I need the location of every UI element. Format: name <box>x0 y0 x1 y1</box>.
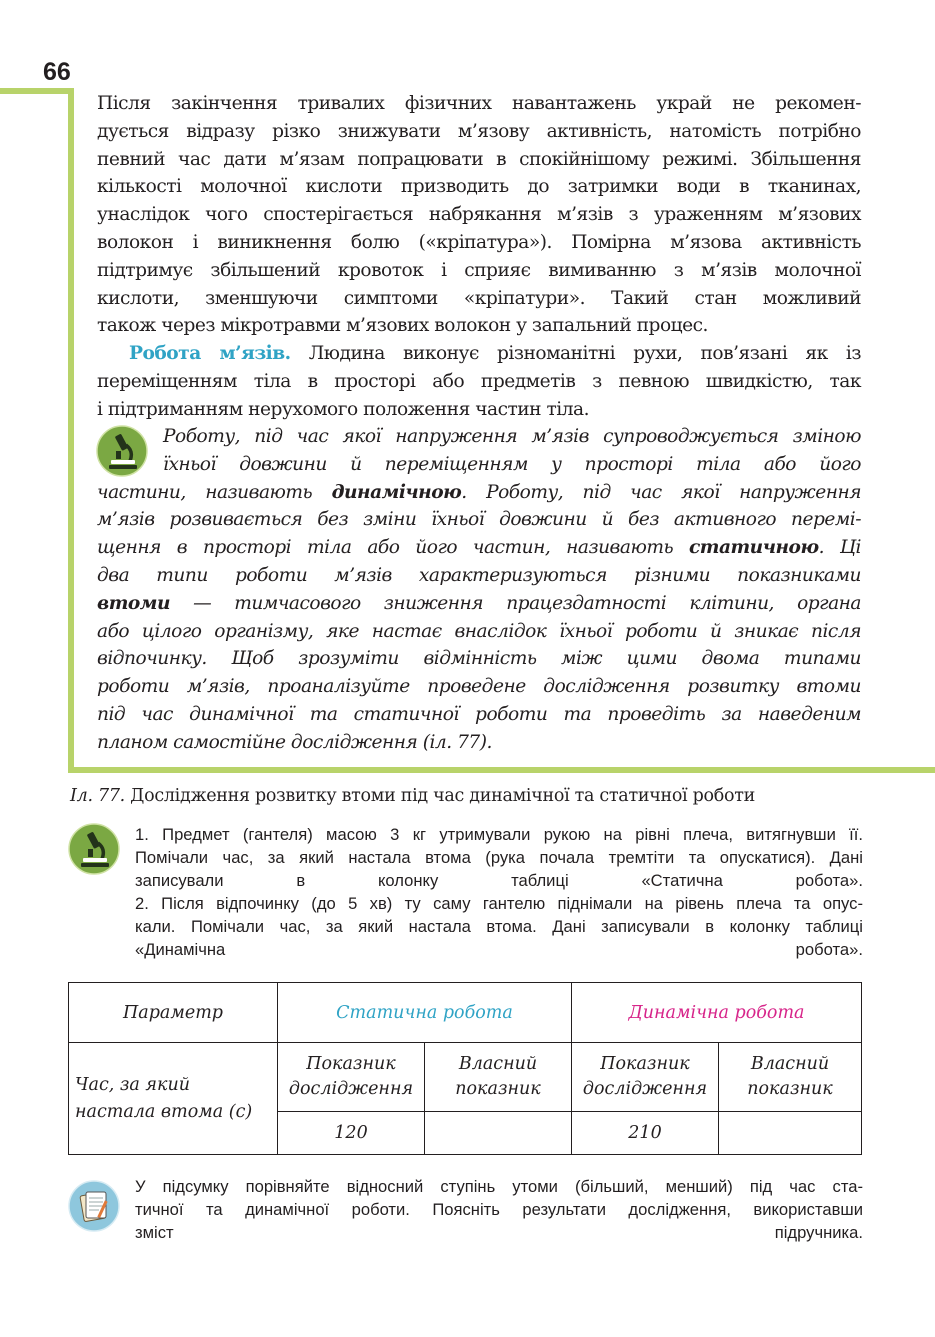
experiment-line: кали. Помічали час, за який настала втома. Дані записували в колонку таблиці <box>135 917 863 936</box>
subheader-cell <box>278 1043 425 1112</box>
intro-line: кислоти, зменшуючи симптоми «кріпатури». Такий стан можливий <box>97 287 861 309</box>
work-term: Робота м’язів. <box>129 343 291 364</box>
frame-bottom-rule <box>68 767 935 773</box>
subheader-cell <box>719 1043 862 1112</box>
dynamic-own-value[interactable] <box>719 1112 862 1155</box>
term-dynamic: динамічною <box>331 481 462 503</box>
definition-line: їхньої довжини й переміщенням у просторі тіла або його <box>163 453 861 475</box>
definition-line <box>97 534 861 562</box>
definition-line: два типи роботи м’язів характеризуються різними показниками <box>97 564 861 586</box>
summary-line: зміст підручника. <box>135 1223 863 1242</box>
summary-line: У підсумку порівняйте відносний ступінь утоми (більший, менший) під час ста- <box>135 1177 863 1196</box>
intro-line: підтримує збільшений кровоток і сприяє вимиванню з м’язів молочної <box>97 259 861 281</box>
intro-line: кількості молочної кислоти призводить до затримки води в тканинах, <box>97 176 861 198</box>
subheader-text: дослідження <box>288 1079 414 1099</box>
definition-text: — тимчасового зниження працездатності клітини, органа <box>169 592 861 614</box>
work-line <box>97 340 861 368</box>
subheader-text: Власний <box>458 1054 538 1074</box>
work-line: і підтриманням нерухомого положення частин тіла. <box>97 398 590 420</box>
notebook-icon <box>68 1180 120 1236</box>
intro-line: унаслідок чого спостерігається набрякання м’язів з ураженням м’язових <box>97 204 861 226</box>
subheader-text: Власний <box>750 1054 830 1074</box>
table-header-row <box>69 983 862 1043</box>
header-dynamic-work: Динамічна робота <box>572 983 862 1043</box>
subheader-text: Показник <box>306 1054 396 1074</box>
subheader-text: показник <box>747 1079 833 1099</box>
definition-line <box>97 590 861 618</box>
intro-line: волокон і виникнення болю («кріпатура»). Помірна м’язова активність <box>97 231 861 253</box>
intro-line: також через мікротравми м’язових волокон у запальний процес. <box>97 315 708 337</box>
definition-line <box>97 479 861 507</box>
static-study-value: 120 <box>278 1112 425 1155</box>
work-line-text: Людина виконує різноманітні рухи, пов’язані як із <box>290 343 861 364</box>
definition-line: відпочинку. Щоб зрозуміти відмінність між цими двома типами <box>97 648 861 670</box>
summary-line: тичної та динамічної роботи. Поясніть результати дослідження, використавши <box>135 1200 863 1219</box>
results-table <box>68 982 862 1155</box>
page-number: 66 <box>43 58 71 86</box>
header-parameter: Параметр <box>69 983 278 1043</box>
definition-line: під час динамічної та статичної роботи та проведіть за наведеним <box>97 703 861 725</box>
work-paragraph <box>97 340 861 423</box>
definition-line: або цілого організму, яке настає внаслідок їхньої роботи й зникає після <box>97 620 861 642</box>
static-own-value[interactable] <box>425 1112 572 1155</box>
subheader-cell <box>425 1043 572 1112</box>
subheader-text: дослідження <box>582 1079 708 1099</box>
definition-line: планом самостійне дослідження (іл. 77). <box>97 731 492 753</box>
definition-text: . Роботу, під час якої напруження <box>461 481 862 503</box>
frame-left-rule <box>68 88 74 771</box>
subheader-cell <box>572 1043 719 1112</box>
header-static-work: Статична робота <box>278 983 572 1043</box>
figure-caption <box>70 784 870 808</box>
intro-line: Після закінчення тривалих фізичних навантажень украй не рекомен- <box>97 93 861 114</box>
definition-text: щення в просторі тіла або його частин, називають <box>97 537 689 559</box>
table-row <box>69 1043 862 1112</box>
subheader-text: показник <box>455 1079 541 1099</box>
term-static: статичною <box>688 537 819 559</box>
row-label-line: настала втома (с) <box>75 1101 253 1122</box>
experiment-line: 1. Предмет (гантеля) масою 3 кг утримували рукою на рівні плеча, витягнувши її. <box>135 825 863 844</box>
experiment-line: 2. Після відпочинку (до 5 хв) ту саму гантелю піднімали на рівень плеча та опус- <box>135 894 863 913</box>
row-label-cell <box>69 1043 278 1155</box>
definition-text: . Ці <box>818 537 861 559</box>
experiment-line: «Динамічна робота». <box>135 940 863 959</box>
intro-line: дується відразу різко знижувати м’язову активність, натомість потрібно <box>97 120 861 142</box>
row-label-line: Час, за який <box>75 1074 191 1095</box>
caption-text: Дослідження розвитку втоми під час динамічної та статичної роботи <box>124 786 755 806</box>
term-fatigue: втоми <box>97 592 170 614</box>
work-line: переміщенням тіла в просторі або предметів з певною швидкістю, так <box>97 370 861 392</box>
definition-text: частини, називають <box>97 481 332 503</box>
subheader-text: Показник <box>600 1054 690 1074</box>
experiment-line: записували в колонку таблиці «Статична робота». <box>135 871 863 890</box>
intro-line: певний час дати м’язам попрацювати в спокійнішому режимі. Збільшення <box>97 148 861 170</box>
summary-task <box>135 1175 863 1244</box>
dynamic-study-value: 210 <box>572 1112 719 1155</box>
experiment-steps <box>135 823 863 961</box>
definition-block <box>97 423 861 757</box>
caption-label: Іл. 77. <box>70 786 125 806</box>
definition-line: м’язів розвивається без зміни їхньої довжини й без активного перемі- <box>97 509 861 531</box>
microscope-icon <box>68 823 120 879</box>
definition-line: Роботу, під час якої напруження м’язів супроводжується зміною <box>163 426 861 447</box>
definition-line: роботи м’язів, проаналізуйте проведене дослідження розвитку втоми <box>97 676 861 698</box>
frame-top-rule <box>0 88 74 94</box>
experiment-line: Помічали час, за який настала втома (рука почала тремтіти та опускатися). Дані <box>135 848 863 867</box>
intro-paragraph <box>97 90 861 340</box>
